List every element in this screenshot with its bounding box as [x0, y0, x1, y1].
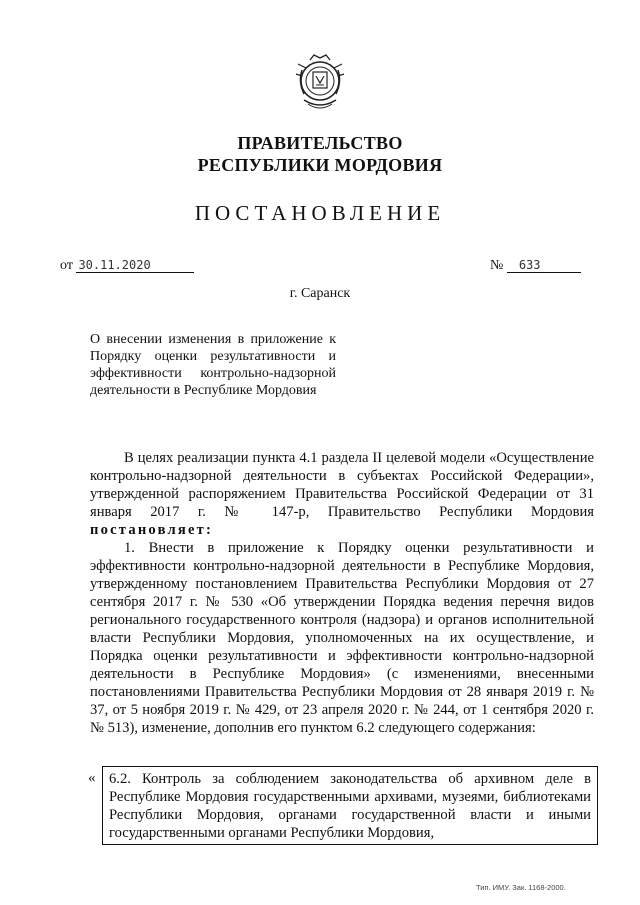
date-row	[60, 258, 194, 274]
paragraph-item-1: 1. Внести в приложение к Порядку оценки результативности и эффективности контрольно-надзорной деятельности в Республике Мордовия, утвержденному постановлением Правительства Республики Мордовия от 27 сентября 2017 г. № 530 «Об утверждении Порядка ведения перечня видов регионального государственного контроля (надзора) и органов исполнительной власти Республики Мордовия, уполномоченных на их осуществление, и Порядка оценки результативности и эффективности контрольно-надзорной деятельности в Республике Мордовия» (с изменениями, внесенными постановлениями Правительства Республики Мордовия от 28 января 2019 г. № 37, от 5 ноября 2019 г. № 429, от 23 апреля 2020 г. № 244, от 1 сентября 2020 г. № 513), изменение, дополнив его пунктом 6.2 следующего содержания:	[90, 540, 594, 736]
org-name-line1: ПРАВИТЕЛЬСТВО	[237, 133, 403, 153]
date-value: 30.11.2020	[76, 258, 194, 273]
number-prefix: №	[490, 258, 504, 273]
document-body	[90, 449, 594, 737]
city: г. Саранск	[289, 286, 351, 301]
print-footer: Тип. ИМУ. Зак. 1168-2000.	[476, 883, 566, 892]
number-row	[490, 258, 581, 274]
document-type: ПОСТАНОВЛЕНИЕ	[194, 201, 446, 225]
number-value: 633	[507, 258, 581, 273]
org-name-line2: РЕСПУБЛИКИ МОРДОВИЯ	[197, 155, 443, 175]
inserted-text-box	[102, 766, 598, 845]
preamble-text: В целях реализации пункта 4.1 раздела II целевой модели «Осуществление контрольно-надзорной деятельности в субъектах Российской Федерации», утвержденной распоряжением Правительства Российской Федерации от 31 января 2017 г. № 147-р, Правительство Республики Мордовия	[90, 450, 594, 520]
coat-of-arms-icon	[292, 52, 348, 114]
decree-word: постановляет:	[90, 522, 214, 538]
opening-quote: «	[88, 770, 96, 786]
document-subject: О внесении изменения в приложение к Порядку оценки результативности и эффективности контрольно-надзорной деятельности в Республике Мордовия	[90, 332, 336, 398]
paragraph-preamble	[90, 449, 594, 539]
inserted-text: 6.2. Контроль за соблюдением законодательства об архивном деле в Республике Мордовия государственными архивами, музеями, библиотеками Республики Мордовия, органами государственной власти и иными государственными органами Республики Мордовия,	[109, 771, 591, 841]
date-prefix: от	[60, 258, 73, 273]
